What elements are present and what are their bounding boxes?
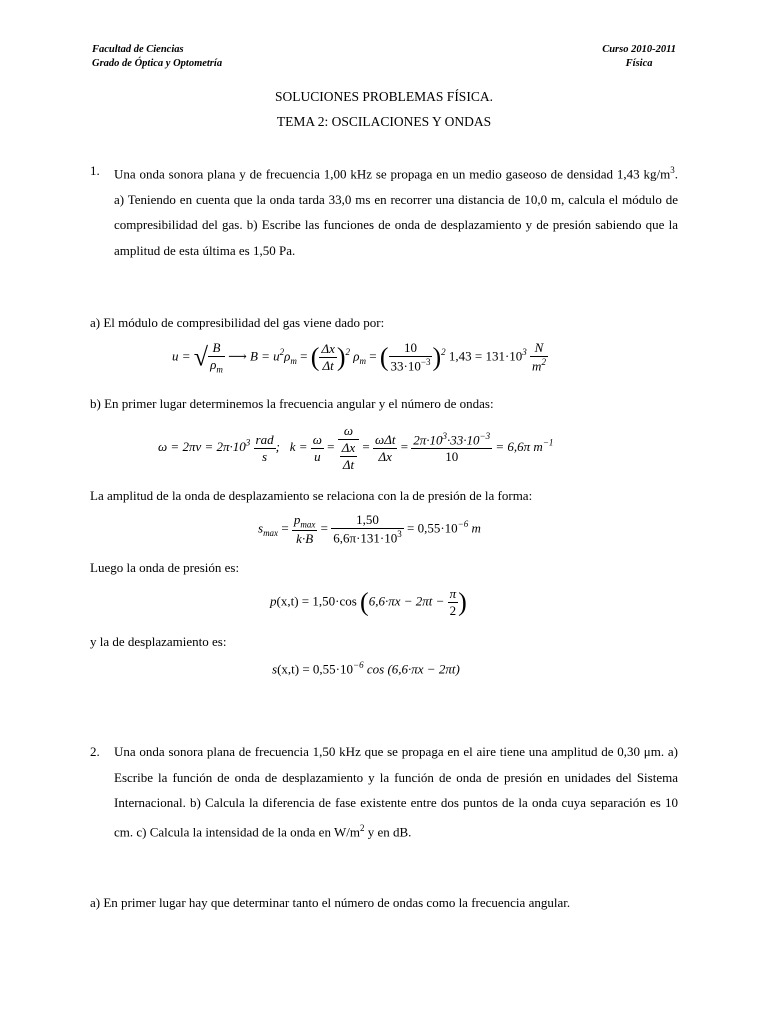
- problem-2-text: Una onda sonora plana de frecuencia 1,50 kHz que se propaga en el aire tiene una amplitud de 0,30 μm. a) Escribe la función de onda de desplazamiento y la función de onda de presión en unidades del Sistema Internacional. b) Calcula la diferencia de fase existente entre dos puntos de la onda cuya separación es 10 cm. c) Calcula la intensidad de la onda en $W/m^2$ y en dB.: [114, 744, 678, 839]
- degree-name: Grado de Óptica y Optometría: [92, 58, 223, 69]
- equation-angular-frequency: $\omega = 2\pi\nu = 2\pi\cdot 10^3$ $\frac{\text{rad}}{s}$ ; k = $\frac{\omega}{u}$ = $\frac{\omega}{\frac{\Delta x}{\Delta t}}$ = $\frac{\text{ωΔt}}{\Delta x}$ = $\frac{2\pi\cdot 10^3\cdot 33\cdot 10^{-3}}{10}$ = 6,6π $m^{-1}$: [158, 423, 554, 472]
- doc-subtitle: TEMA 2: OSCILACIONES Y ONDAS: [276, 114, 492, 129]
- solution-1b-intro: b) En primer lugar determinemos la frecuencia angular y el número de ondas:: [90, 396, 494, 411]
- equation-displacement-wave: $s(x,t) = 0,55\cdot 10^{-6}$ cos (6,6·πx − 2πt): [272, 660, 460, 677]
- equation-displacement-amplitude: $s_{max}$ = $\frac{p_{max}}{k\cdot B}$ = $\frac{1,50}{6,6\pi\cdot 131\cdot 10^3}$ = $0,55\cdot 10^{-6}$ m: [258, 512, 481, 546]
- displacement-wave-intro: y la de desplazamiento es:: [90, 634, 227, 649]
- equation-pressure-wave: p(x,t) = 1,50·cos (6,6·πx − 2πt − $\frac{\pi}{2}$ ): [270, 586, 467, 618]
- problem-2-number: 2.: [90, 744, 100, 759]
- doc-title: SOLUCIONES PROBLEMAS FÍSICA.: [275, 89, 493, 104]
- solution-1a-intro: a) El módulo de compresibilidad del gas viene dado por:: [90, 315, 385, 330]
- solution-2a-intro: a) En primer lugar hay que determinar tanto el número de ondas como la frecuencia angular.: [90, 895, 571, 910]
- faculty-name: Facultad de Ciencias: [92, 44, 184, 55]
- header-left: [92, 43, 222, 71]
- problem-1-text: Una onda sonora plana y de frecuencia 1,00 kHz se propaga en un medio gaseoso de densidad 1,43 $kg/m^3$. a) Teniendo en cuenta que la onda tarda 33,0 ms en recorrer una distancia de 10,0 m, calcula el módulo de compresibilidad del gas. b) Escribe las funciones de onda de desplazamiento y de presión sabiendo que la amplitud de esta última es 1,50 Pa.: [114, 165, 678, 258]
- equation-compressibility: u = √ $\frac{B}{\rho_m}$ ⟶ $B = u^2\rho_m$ = ( $\frac{\Delta x}{\Delta t}$ )$^2$ $\rho_m$ = ( $\frac{10}{33\cdot 10^{-3}}$ )$^2$ $1,43 = 131\cdot 10^3$ $\frac{N}{m^2}$: [172, 340, 546, 375]
- problem-1: [90, 158, 678, 263]
- amplitude-intro: La amplitud de la onda de desplazamiento se relaciona con la de presión de la forma:: [90, 488, 533, 503]
- subject-name: Física: [625, 58, 653, 69]
- header-right: [602, 43, 676, 71]
- course-year: Curso 2010-2011: [602, 44, 676, 55]
- problem-1-number: 1.: [90, 163, 100, 178]
- problem-2: [90, 739, 678, 844]
- pressure-wave-intro: Luego la onda de presión es:: [90, 560, 240, 575]
